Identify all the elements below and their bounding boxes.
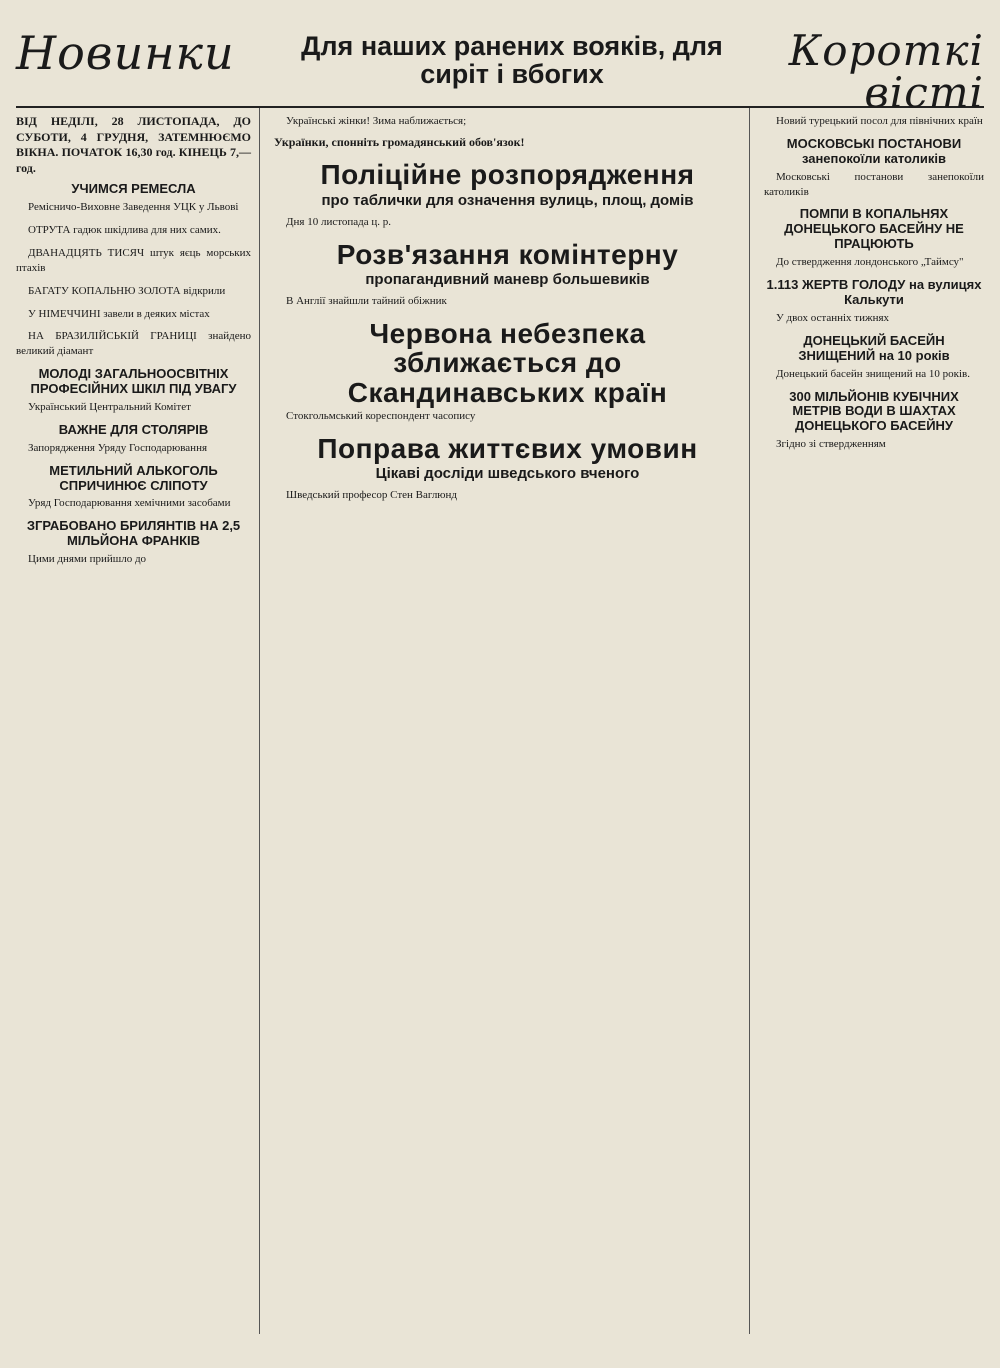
news-item <box>764 334 984 382</box>
news-item-text: Згідно зі ствердженням <box>776 438 886 451</box>
columns <box>16 108 984 1334</box>
news-item <box>16 307 251 322</box>
news-item-text: Ремісничо-Виховне Заведення УЦК у Львові <box>28 201 239 214</box>
news-item-heading: ПОМПИ В КОПАЛЬНЯХ ДОНЕЦЬКОГО БАСЕЙНУ НЕ ПРАЦЮЮТЬ <box>784 206 964 252</box>
news-item-heading: МЕТИЛЬНИЙ АЛЬКОГОЛЬ СПРИЧИНЮЄ СЛІПОТУ <box>49 462 218 493</box>
news-item <box>16 284 251 299</box>
left-section-title: Новинки <box>16 26 235 80</box>
left-column <box>16 108 260 1334</box>
news-item <box>16 519 251 567</box>
article-subheadline: Цікаві досліди шведського вченого <box>375 465 640 483</box>
news-item-text: Цими днями прийшло до <box>28 553 147 566</box>
right-section-title: Короткі вісті <box>788 26 984 117</box>
blackout-notice: ВІД НЕДІЛІ, 28 ЛИСТОПАДА, ДО СУБОТИ, 4 ГРУДНЯ, ЗАТЕМНЮЄМО ВІКНА. ПОЧАТОК 16,30 год. КІНЕЦЬ 7,— год. <box>16 114 251 175</box>
news-item <box>764 114 984 129</box>
news-item <box>764 207 984 270</box>
news-item <box>16 223 251 238</box>
news-item-text: НА БРАЗИЛІЙСЬКІЙ ГРАНИЦІ знайдено великий діамант <box>16 330 251 358</box>
news-item-text: ОТРУТА гадюк шкідлива для них самих. <box>28 224 221 237</box>
article-text: В Англії знайшли тайний обіжник <box>286 295 447 308</box>
news-item-text: Московські постанови занепокоїли католиків <box>764 170 984 198</box>
article-headline: Поліційне розпорядження <box>320 159 695 191</box>
right-sections <box>764 114 984 452</box>
article <box>274 240 741 309</box>
main-headline: Для наших ранених вояків, для сиріт і вбогих <box>301 31 723 90</box>
article-headline: Червона небезпека зближається до Скандинавських країн <box>347 317 668 408</box>
news-item <box>16 246 251 276</box>
article <box>274 434 741 503</box>
news-item <box>764 390 984 453</box>
news-item-heading: ВАЖНЕ ДЛЯ СТОЛЯРІВ <box>58 421 209 437</box>
news-item-text: Український Центральний Комітет <box>28 400 191 413</box>
news-item-text: У двох останніх тижнях <box>776 311 890 324</box>
news-item <box>16 182 251 215</box>
article-text: Стокгольмський кореспондент часопису <box>286 410 476 423</box>
article-headline: Поправа життєвих умовин <box>317 432 698 464</box>
news-item <box>16 367 251 415</box>
appeal-opening: Українські жінки! Зима наближається; <box>286 115 467 127</box>
article <box>274 319 741 424</box>
news-item-text: Новий турецький посол для північних країн <box>776 115 983 127</box>
masthead <box>16 16 984 117</box>
news-item <box>764 137 984 200</box>
news-item-text: БАГАТУ КОПАЛЬНЮ ЗОЛОТА відкрили <box>28 284 226 297</box>
article <box>274 160 741 229</box>
newspaper-page <box>16 16 984 1336</box>
left-sections <box>16 182 251 567</box>
appeal-article <box>274 114 741 150</box>
news-item-heading: МОЛОДІ ЗАГАЛЬНООСВІТНІХ ПРОФЕСІЙНИХ ШКІЛ ПІД УВАГУ <box>30 366 237 396</box>
article-subheadline: пропагандивний маневр большевиків <box>365 271 650 289</box>
news-item-text: Донецький басейн знищений на 10 років. <box>776 367 970 380</box>
news-item <box>16 464 251 512</box>
news-item-heading: ДОНЕЦЬКИЙ БАСЕЙН ЗНИЩЕНИЙ на 10 років <box>798 332 950 363</box>
news-item-text: Запорядження Уряду Господарювання <box>28 441 208 454</box>
center-articles <box>274 160 741 503</box>
news-item <box>16 329 251 359</box>
news-item-text: До ствердження лондонського „Таймсу" <box>776 256 964 269</box>
right-column <box>764 108 984 1334</box>
news-item <box>16 423 251 456</box>
news-item-text: Уряд Господарювання хемічними засобами <box>28 497 231 510</box>
news-item-heading: 1.113 ЖЕРТВ ГОЛОДУ на вулицях Калькути <box>766 277 982 307</box>
article-text: Шведський професор Стен Ваглюнд <box>286 489 458 502</box>
news-item <box>764 278 984 326</box>
news-item-heading: УЧИМСЯ РЕМЕСЛА <box>71 181 196 197</box>
article-text: Дня 10 листопада ц. р. <box>286 215 392 228</box>
appeal-closing: Українки, спонніть громадянський обов'язок! <box>274 134 525 149</box>
article-subheadline: про таблички для означення вулиць, площ, домів <box>321 191 694 209</box>
news-item-heading: ЗГРАБОВАНО БРИЛЯНТІВ НА 2,5 МІЛЬЙОНА ФРАНКІВ <box>26 518 241 549</box>
news-item-heading: МОСКОВСЬКІ ПОСТАНОВИ занепокоїли католиків <box>786 135 962 166</box>
news-item-text: ДВАНАДЦЯТЬ ТИСЯЧ штук яєць морських птахів <box>16 247 251 274</box>
news-item-text: У НІМЕЧЧИНІ завели в деяких містах <box>28 307 210 320</box>
article-headline: Розв'язання комінтерну <box>336 238 679 270</box>
news-item-heading: 300 МІЛЬЙОНІВ КУБІЧНИХ МЕТРІВ ВОДИ В ШАХТАХ ДОНЕЦЬКОГО БАСЕЙНУ <box>789 388 959 434</box>
center-column <box>274 108 750 1334</box>
